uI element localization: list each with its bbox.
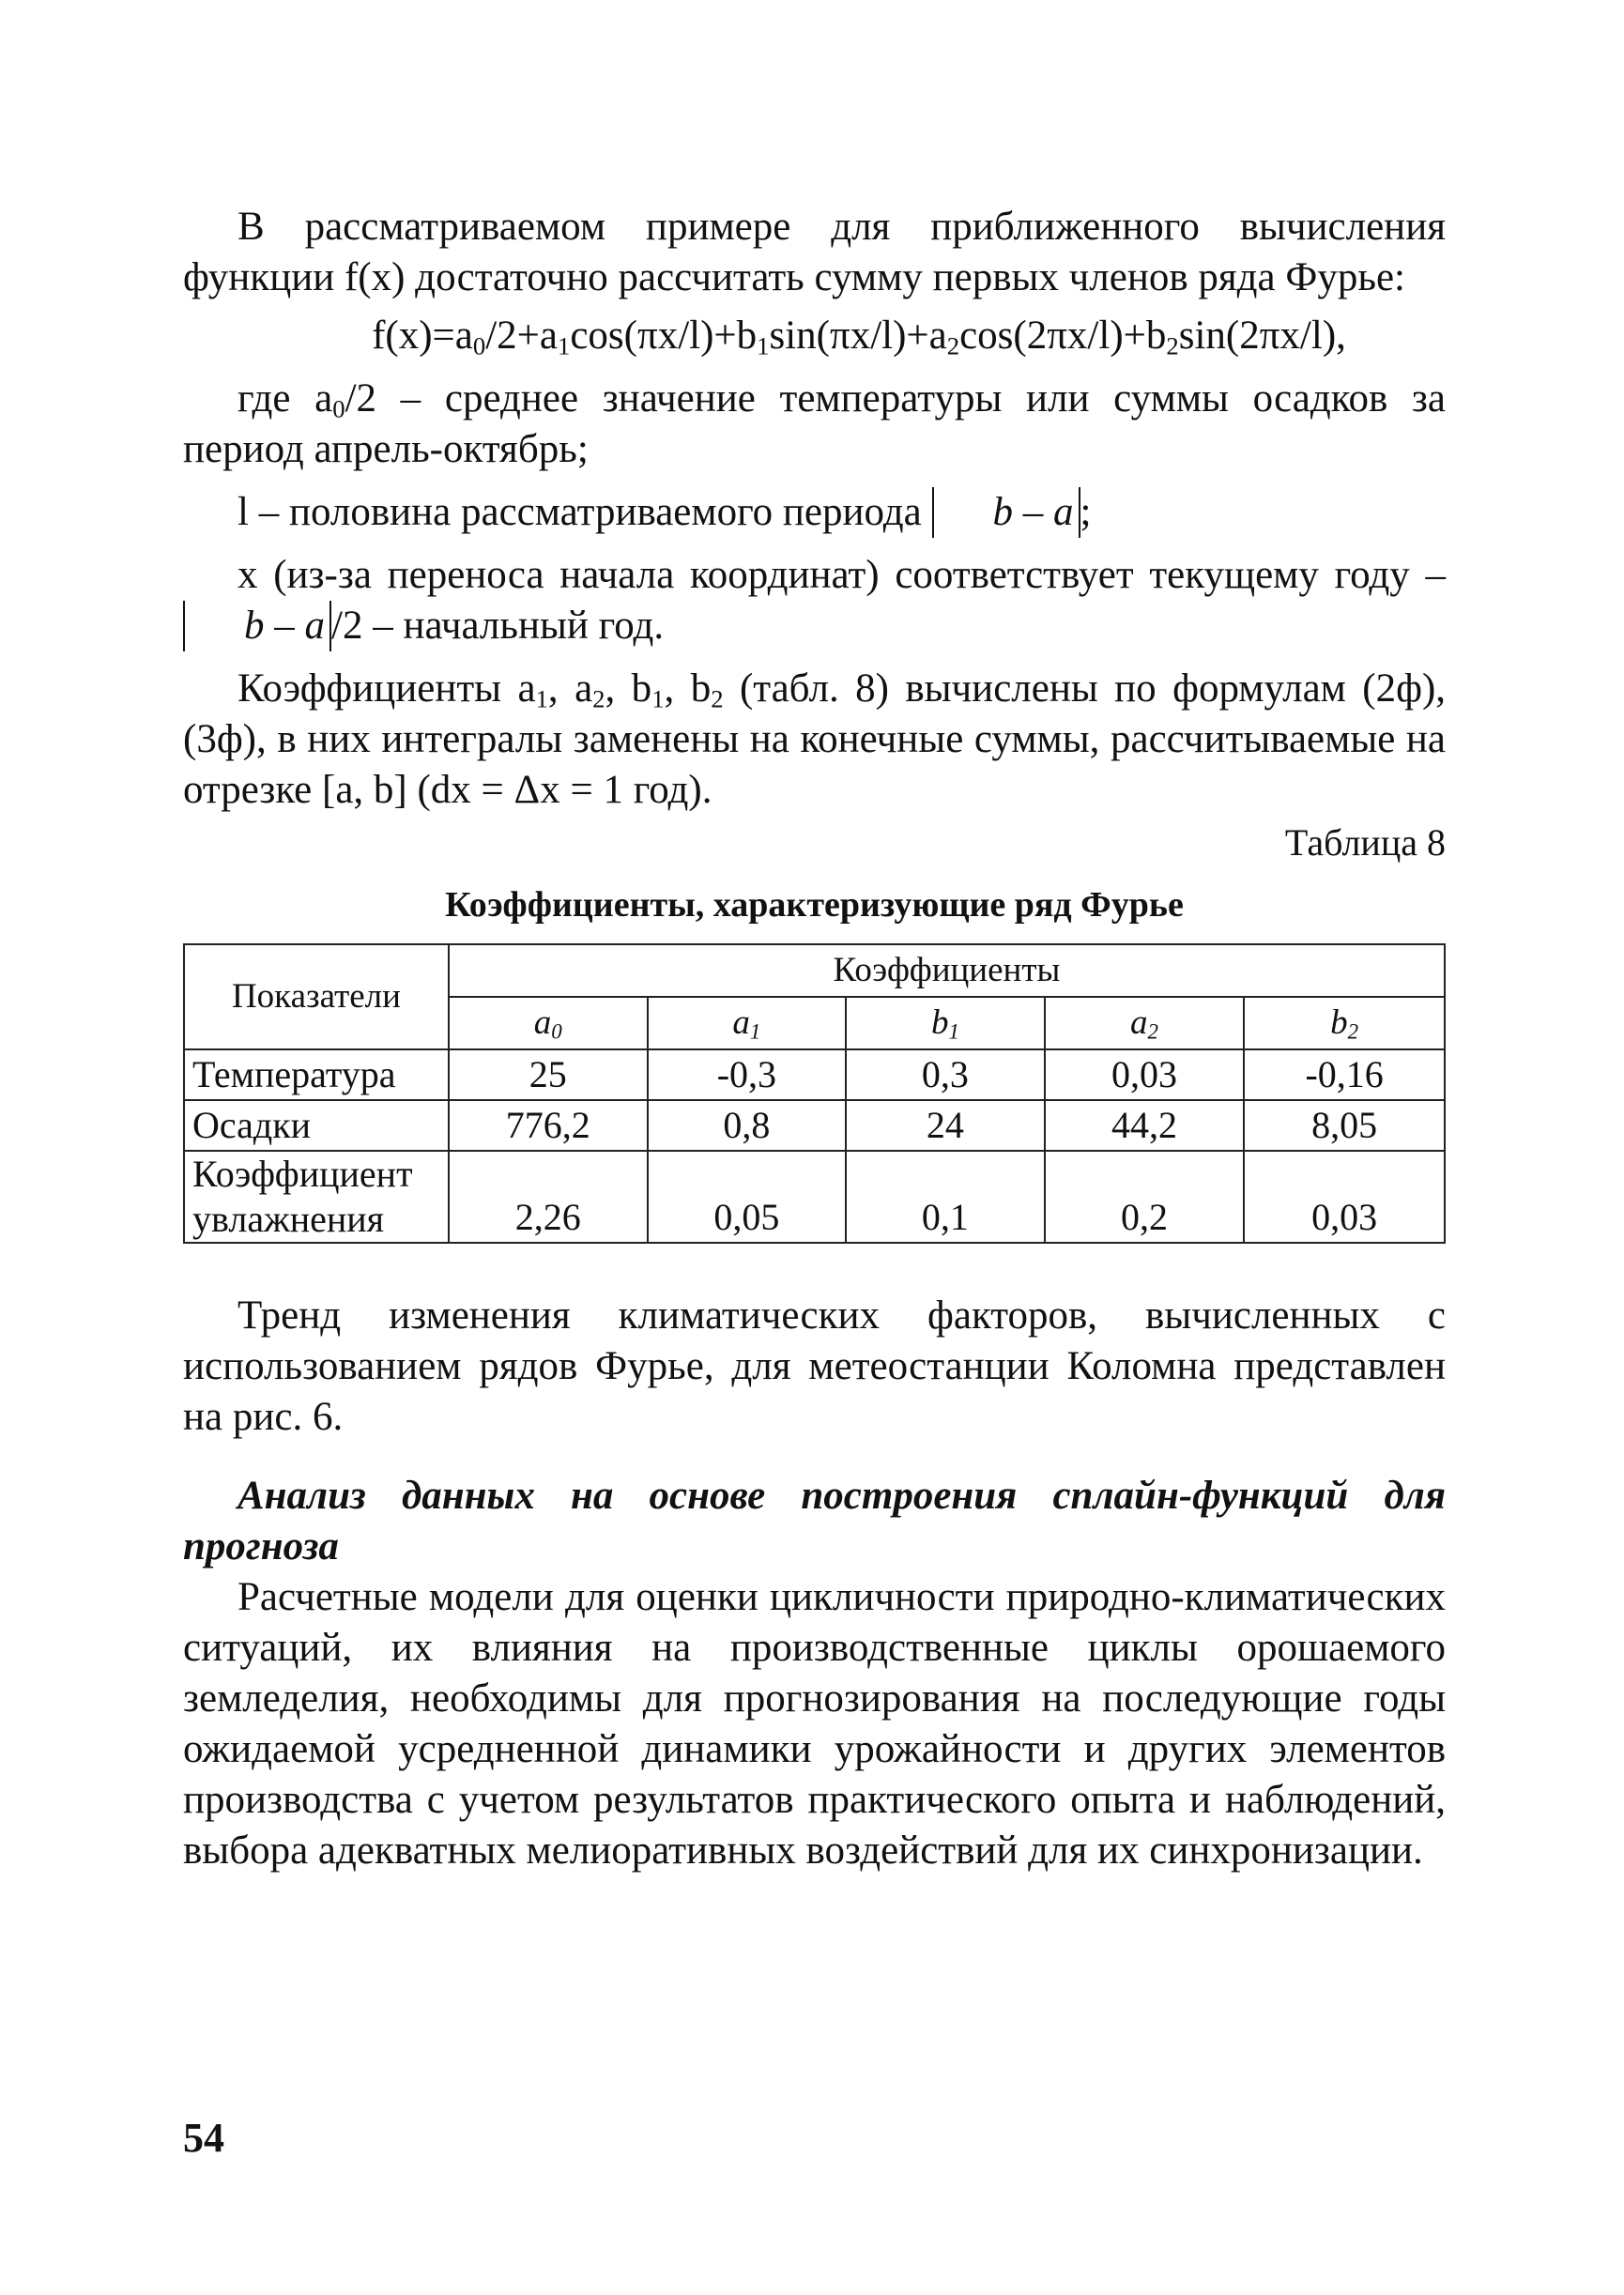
table-cell: 0,05 [648, 1151, 847, 1243]
formula-sub: 1 [558, 331, 571, 360]
formula-part: sin(πx/l)+a [769, 314, 947, 358]
text-part: ; [1080, 490, 1092, 534]
symbol-sub: 0 [551, 1019, 562, 1044]
symbol-sub: 1 [749, 1019, 761, 1044]
text-sub: 1 [535, 684, 548, 713]
text-sub: 2 [711, 684, 724, 713]
fourier-coefficients-table [183, 943, 1446, 1244]
table-cell: 44,2 [1045, 1100, 1245, 1151]
symbol-a1 [648, 997, 847, 1049]
symbol-base: a [732, 1003, 750, 1042]
text-part: , b [605, 666, 652, 711]
section-heading: Анализ данных на основе построения сплайн-функций для прогноза [183, 1474, 1446, 1568]
symbol-base: a [1130, 1003, 1148, 1042]
text-sub: 2 [592, 684, 605, 713]
table-cell: 0,3 [846, 1049, 1045, 1100]
table-row [184, 1100, 1445, 1151]
header-coefficients: Коэффициенты [449, 944, 1445, 997]
formula-sub: 2 [1166, 331, 1179, 360]
table-cell: 8,05 [1244, 1100, 1445, 1151]
table-title: Коэффициенты, характеризующие ряд Фурье [445, 885, 1184, 925]
table-row [184, 1151, 1445, 1243]
formula-sub: 0 [472, 331, 486, 360]
table-cell: 2,26 [449, 1151, 648, 1243]
table-cell: 0,2 [1045, 1151, 1245, 1243]
table-row [184, 1049, 1445, 1100]
symbol-base: b [930, 1003, 949, 1042]
table-cell: -0,3 [648, 1049, 847, 1100]
abs-expression: b – a [183, 601, 331, 651]
paragraph-coefficients [183, 664, 1446, 816]
table-cell: 0,1 [846, 1151, 1045, 1243]
table-header-row [184, 944, 1445, 997]
symbol-sub: 1 [948, 1019, 959, 1044]
symbol-a2 [1045, 997, 1245, 1049]
text-part: где a [237, 376, 333, 421]
text-part: , b [664, 666, 712, 711]
paragraph-a0-definition [183, 374, 1446, 475]
text-part: /2 – среднее значение температуры или суммы осадков за период апрель-октябрь; [183, 376, 1447, 471]
paragraph-x-definition [183, 550, 1446, 651]
symbol-base: b [1330, 1003, 1348, 1042]
table-cell: 0,8 [648, 1100, 847, 1151]
symbol-sub: 2 [1147, 1019, 1158, 1044]
text-sub: 0 [332, 394, 345, 423]
text-part: (табл. 8) вычислены по формулам (2ф), (3ф), в них интегралы заменены на конечные суммы, рассчитываемые на отрезке [a, b] (dx = Δx = 1 год). [183, 666, 1447, 812]
row-name: Осадки [184, 1100, 449, 1151]
symbol-a0 [449, 997, 648, 1049]
table-cell: -0,16 [1244, 1049, 1445, 1100]
table-label: Таблица 8 [1284, 821, 1446, 864]
text-part: /2 – начальный год. [331, 604, 665, 648]
row-name: Температура [184, 1049, 449, 1100]
table-cell: 0,03 [1244, 1151, 1445, 1243]
row-name-line: увлажнения [192, 1198, 385, 1240]
symbol-b2 [1244, 997, 1445, 1049]
symbol-sub: 2 [1347, 1019, 1359, 1044]
formula-sub: 2 [946, 331, 960, 360]
table-cell: 776,2 [449, 1100, 648, 1151]
text-part: l – половина рассматриваемого периода [237, 490, 932, 534]
table-cell: 0,03 [1045, 1049, 1245, 1100]
formula-part: sin(2πx/l), [1178, 314, 1346, 358]
formula-part: cos(πx/l)+b [570, 314, 758, 358]
text-part: x (из-за переноса начала координат) соответствует текущему году – [237, 553, 1446, 597]
table-cell: 25 [449, 1049, 648, 1100]
abs-expression: b – a [932, 487, 1080, 538]
text-part: , a [547, 666, 593, 711]
header-indicators: Показатели [184, 944, 449, 1049]
formula-sub: 1 [757, 331, 770, 360]
paragraph-intro: В рассматриваемом примере для приближенного вычисления функции f(x) достаточно рассчитать сумму первых членов ряда Фурье: [183, 205, 1446, 299]
symbol-b1 [846, 997, 1045, 1049]
formula-part: f(x)=a [372, 314, 473, 358]
formula-part: cos(2πx/l)+b [959, 314, 1167, 358]
page-content [183, 202, 1446, 1876]
text-part: Коэффициенты a [237, 666, 536, 711]
paragraph-trend: Тренд изменения климатических факторов, вычисленных с использованием рядов Фурье, для метеостанции Коломна представлен на рис. 6. [183, 1293, 1446, 1439]
row-name [184, 1151, 449, 1243]
table-cell: 24 [846, 1100, 1045, 1151]
fourier-formula [183, 311, 1446, 361]
text-sub: 1 [651, 684, 665, 713]
paragraph-models: Расчетные модели для оценки цикличности природно-климатических ситуаций, их влияния на производственные циклы орошаемого земледелия, необходимы для прогнозирования на последующие годы ожидаемой усредненной динамики урожайности и других элементов производства с учетом результатов практического опыта и наблюдений, выбора адекватных мелиоративных воздействий для их синхронизации. [183, 1575, 1446, 1873]
row-name-line: Коэффициент [192, 1153, 413, 1195]
page-number: 54 [183, 2115, 224, 2161]
formula-part: /2+a [485, 314, 559, 358]
paragraph-l-definition [183, 487, 1446, 538]
symbol-base: a [533, 1003, 552, 1042]
